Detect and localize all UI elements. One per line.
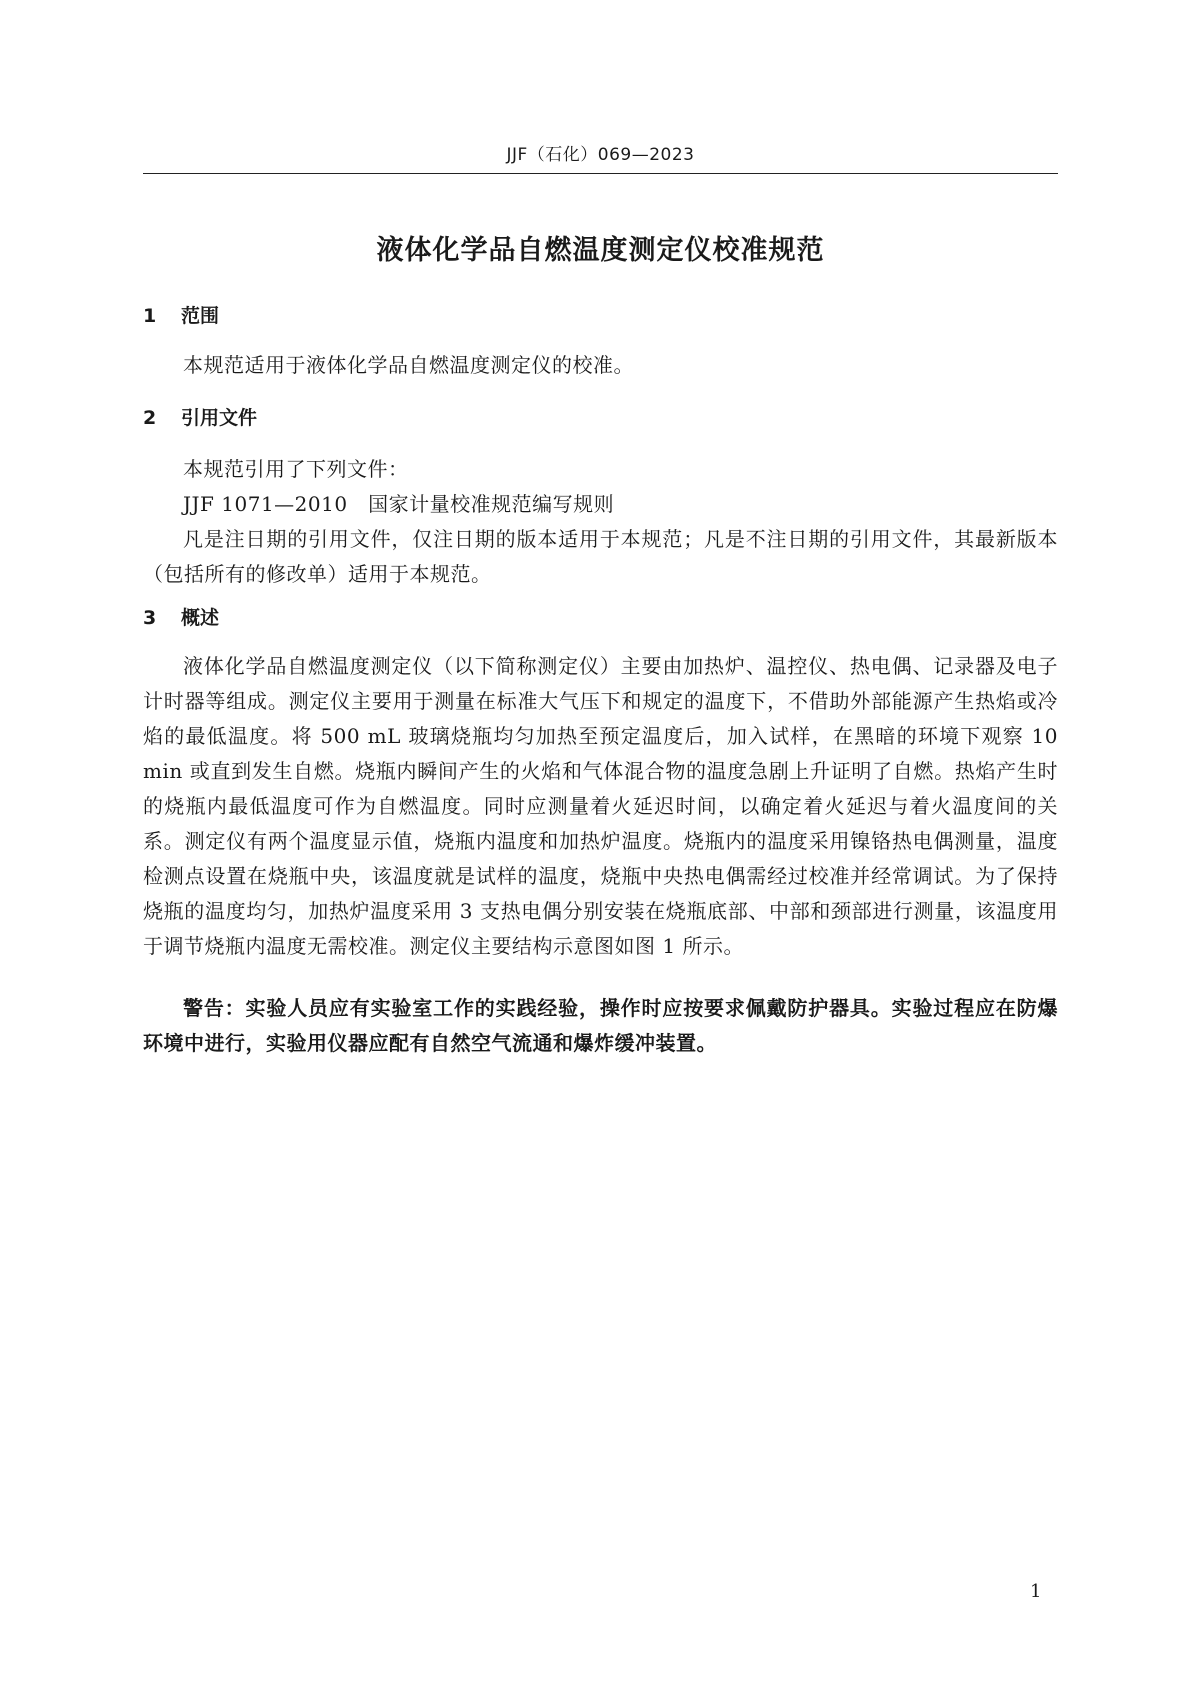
- section-heading-references: [143, 403, 257, 430]
- section-title: 引用文件: [181, 407, 258, 429]
- paragraph-references-intro: 本规范引用了下列文件：: [183, 457, 409, 481]
- warning-paragraph: 警告：实验人员应有实验室工作的实践经验，操作时应按要求佩戴防护器具。实验过程应在防爆环境中进行，实验用仪器应配有自然空气流通和爆炸缓冲装置。: [143, 996, 1058, 1055]
- document-title: 液体化学品自燃温度测定仪校准规范: [376, 235, 825, 266]
- section-number: 2: [143, 407, 157, 429]
- paragraph-scope: 本规范适用于液体化学品自燃温度测定仪的校准。: [183, 353, 634, 377]
- section-title: 范围: [181, 305, 220, 327]
- running-header: JJF（石化）069—2023: [506, 145, 695, 165]
- header-rule: [143, 173, 1058, 174]
- paragraph-overview: 液体化学品自燃温度测定仪（以下简称测定仪）主要由加热炉、温控仪、热电偶、记录器及电子计时器等组成。测定仪主要用于测量在标准大气压下和规定的温度下，不借助外部能源产生热焰或冷焰的最低温度。将 500 mL 玻璃烧瓶均匀加热至预定温度后，加入试样，在黑暗的环境下观察 10 min 或直到发生自燃。烧瓶内瞬间产生的火焰和气体混合物的温度急剧上升证明了自燃。热焰产生时的烧瓶内最低温度可作为自燃温度。同时应测量着火延迟时间，以确定着火延迟与着火温度间的关系。测定仪有两个温度显示值，烧瓶内温度和加热炉温度。烧瓶内的温度采用镍铬热电偶测量，温度检测点设置在烧瓶中央，该温度就是试样的温度，烧瓶中央热电偶需经过校准并经常调试。为了保持烧瓶的温度均匀，加热炉温度采用 3 支热电偶分别安装在烧瓶底部、中部和颈部进行测量，该温度用于调节烧瓶内温度无需校准。测定仪主要结构示意图如图 1 所示。: [143, 654, 1058, 958]
- paragraph-reference-item: JJF 1071—2010 国家计量校准规范编写规则: [183, 492, 615, 516]
- section-number: 3: [143, 607, 157, 629]
- section-heading-scope: [143, 301, 219, 328]
- paragraph-references-note: 凡是注日期的引用文件，仅注日期的版本适用于本规范；凡是不注日期的引用文件，其最新版本（包括所有的修改单）适用于本规范。: [143, 527, 1058, 586]
- section-number: 1: [143, 305, 157, 327]
- page-number: 1: [1030, 1581, 1042, 1602]
- section-title: 概述: [181, 607, 220, 629]
- section-heading-overview: [143, 603, 219, 630]
